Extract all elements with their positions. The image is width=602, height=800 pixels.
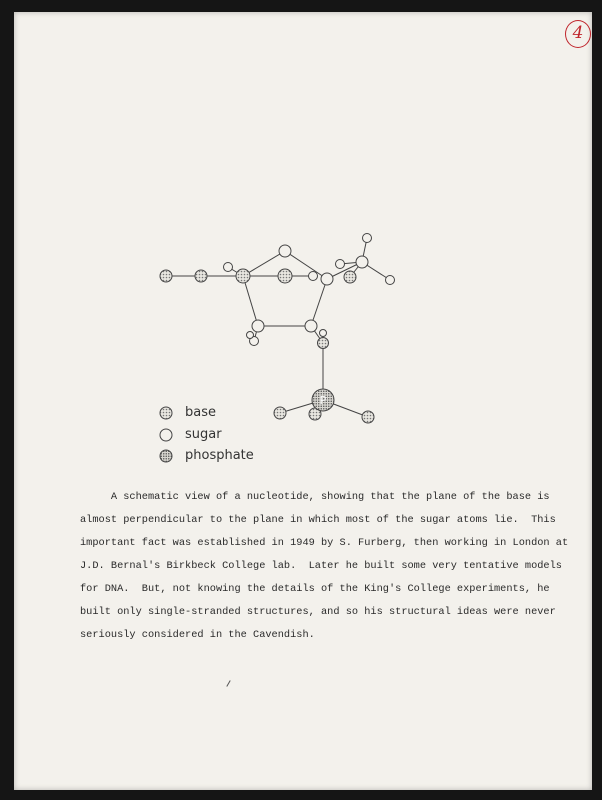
legend-phosphate-marker-icon <box>160 450 172 462</box>
caption-line: important fact was established in 1949 by S. Furberg, then working in London at <box>80 537 569 549</box>
caption-line: seriously considered in the Cavendish. <box>80 629 315 641</box>
legend-label-sugar: sugar <box>185 427 222 442</box>
base-atoms <box>160 269 374 423</box>
caption-line: built only single-stranded structures, and so his structural ideas were never <box>80 606 556 618</box>
caption-line: A schematic view of a nucleotide, showing that the plane of the base is <box>80 491 550 503</box>
figure-caption <box>80 486 569 647</box>
caption-line: almost perpendicular to the plane in which most of the sugar atoms lie. This <box>80 514 556 526</box>
phosphate-symbol: P <box>319 394 327 407</box>
legend-markers <box>160 407 172 462</box>
legend-base-marker-icon <box>160 407 172 419</box>
legend-label-phosphate: phosphate <box>185 448 254 463</box>
sugar-atoms <box>224 234 395 346</box>
page-number: 4 <box>572 23 584 43</box>
legend-sugar-marker-icon <box>160 429 172 441</box>
caption-line: J.D. Bernal's Birkbeck College lab. Later he built some very tentative models <box>80 560 562 572</box>
legend-label-base: base <box>185 405 216 420</box>
caption-line: for DNA. But, not knowing the details of the King's College experiments, he <box>80 583 550 595</box>
